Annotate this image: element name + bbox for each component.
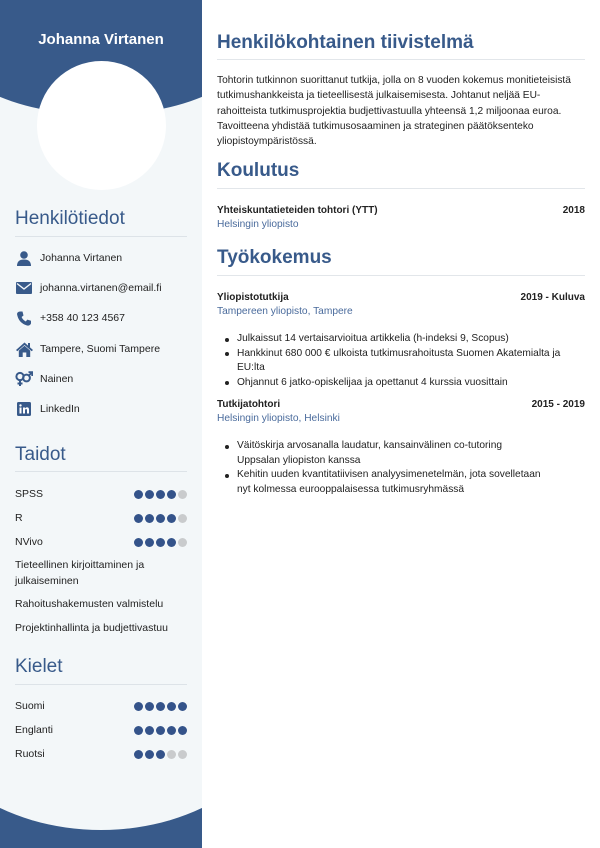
home-icon (15, 341, 33, 357)
skill-text: Tieteellinen kirjoittaminen ja julkaiseminen (15, 559, 145, 587)
contact-linkedin[interactable] (15, 400, 80, 418)
achievement: Julkaissut 14 vertaisarvioitua artikkelia (h-indeksi 9, Scopus) (217, 332, 585, 347)
skill-name: R (15, 512, 23, 524)
contact-phone-text: +358 40 123 4567 (40, 312, 125, 324)
skill-row (15, 536, 187, 548)
contact-address (15, 340, 160, 358)
contact-name-text: Johanna Virtanen (40, 252, 123, 264)
achievement: Hankkinut 680 000 € ulkoista tutkimusrahoitusta Suomen Akatemialta ja EU:lta (217, 347, 585, 376)
education-entry-header (217, 205, 585, 216)
contact-phone[interactable] (15, 309, 125, 327)
school: Helsingin yliopisto (217, 219, 299, 230)
contact-email-text: johanna.virtanen@email.fi (40, 282, 162, 294)
divider (15, 471, 187, 472)
linkedin-icon (15, 401, 33, 417)
divider (217, 188, 585, 189)
graduation-year: 2018 (562, 205, 585, 216)
divider (15, 684, 187, 685)
job-role: Tutkijatohtori (217, 399, 281, 410)
skill-name: SPSS (15, 488, 44, 500)
languages-title: Kielet (15, 656, 63, 677)
skill-rating (133, 514, 187, 523)
candidate-name: Johanna Virtanen (38, 31, 164, 48)
achievement: Väitöskirja arvosanalla laudatur, kansainvälinen co-tutoring Uppsalan yliopiston kanssa (217, 439, 585, 468)
skill-text: Rahoitushakemusten valmistelu (15, 598, 164, 610)
summary-title: Henkilökohtainen tiivistelmä (217, 32, 474, 53)
divider (15, 236, 187, 237)
language-name: Englanti (15, 724, 53, 736)
language-rating (133, 750, 187, 759)
skill-text: Projektinhallinta ja budjettivastuu (15, 622, 168, 634)
job-period: 2019 - Kuluva (520, 292, 585, 303)
contact-gender-text: Nainen (40, 373, 74, 385)
degree: Yhteiskuntatieteiden tohtori (YTT) (217, 205, 378, 216)
contact-linkedin-text: LinkedIn (40, 403, 80, 415)
divider (217, 275, 585, 276)
job-header (217, 292, 585, 303)
job-organization: Helsingin yliopisto, Helsinki (217, 413, 340, 424)
language-rating (133, 726, 187, 735)
contact-address-text: Tampere, Suomi Tampere (40, 343, 161, 355)
contact-name (15, 249, 122, 267)
contact-email[interactable] (15, 279, 162, 297)
summary-text: Tohtorin tutkinnon suorittanut tutkija, jolla on 8 vuoden kokemus monitieteisistä tutkimushankkeista ja tieteellisestä julkaisemisesta. Johtanut neljää EU-rahoitteista tutkimusprojektia budjettivastuulla yhteensä 1,2 miljoonaa euroa. Tavoitteena yhdistää tutkimusosaaminen ja strateginen päätöksenteko yliopistoympäristössä. (217, 75, 571, 148)
phone-icon (15, 310, 33, 326)
job-organization: Tampereen yliopisto, Tampere (217, 306, 353, 317)
skills-title: Taidot (15, 444, 66, 465)
language-row (15, 724, 187, 736)
envelope-icon (15, 280, 33, 296)
experience-title: Työkokemus (217, 247, 332, 268)
language-name: Suomi (15, 700, 45, 712)
skill-row (15, 512, 187, 524)
skill-rating (133, 538, 187, 547)
user-icon (15, 250, 33, 266)
skill-rating (133, 490, 187, 499)
education-title: Koulutus (217, 160, 300, 181)
language-rating (133, 702, 187, 711)
divider (217, 59, 585, 60)
footer-curve (0, 700, 202, 830)
language-row (15, 748, 187, 760)
profile-photo-placeholder (37, 61, 166, 190)
job-header (217, 399, 585, 410)
job-achievements (217, 439, 585, 497)
skill-name: NVivo (15, 536, 43, 548)
language-name: Ruotsi (15, 748, 45, 760)
skill-row (15, 488, 187, 500)
job-role: Yliopistotutkija (217, 292, 289, 303)
sidebar (0, 0, 202, 848)
contact-gender (15, 370, 73, 388)
job-period: 2015 - 2019 (531, 399, 585, 410)
gender-icon (15, 371, 33, 387)
language-row (15, 700, 187, 712)
personal-info-title: Henkilötiedot (15, 208, 125, 229)
achievement: Kehitin uuden kvantitatiivisen analyysimenetelmän, jota sovelletaan nyt kolmessa eurooppalaisessa tutkimusryhmässä (217, 468, 585, 497)
achievement: Ohjannut 6 jatko-opiskelijaa ja opettanut 4 kurssia vuosittain (217, 376, 585, 391)
job-achievements (217, 332, 585, 390)
